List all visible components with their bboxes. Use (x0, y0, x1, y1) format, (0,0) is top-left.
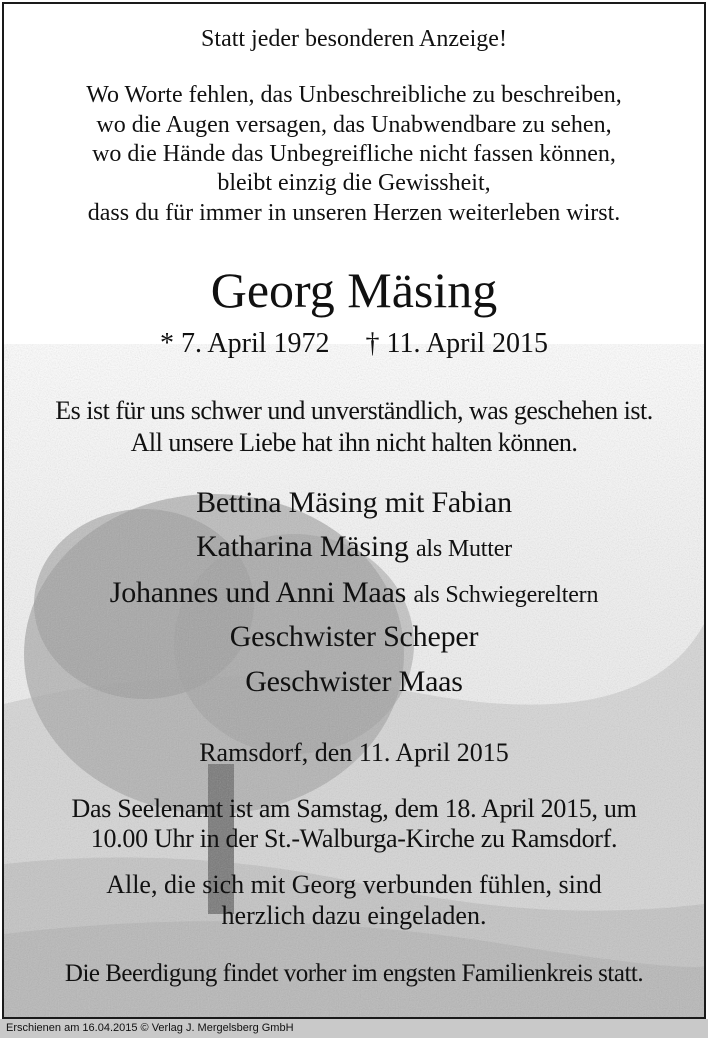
mourner-relation: als Mutter (415, 536, 512, 562)
obituary-notice (2, 2, 706, 1019)
poem-line-3: wo die Hände das Unbegreifliche nicht fassen können, (92, 141, 616, 167)
life-dates (4, 328, 704, 360)
mourner-name: Geschwister Scheper (229, 620, 479, 653)
mourner-relation: als Schwiegereltern (413, 582, 599, 608)
deceased-name: Georg Mäsing (210, 262, 498, 318)
mourner-3 (4, 576, 704, 610)
header-text: Statt jeder besonderen Anzeige! (201, 26, 507, 52)
birth-date: * 7. April 1972 (159, 328, 330, 359)
invitation-line-1: Alle, die sich mit Georg verbunden fühlen, sind (106, 870, 602, 899)
publication-footer: Erschienen am 16.04.2015 © Verlag J. Mergelsberg GmbH (0, 1019, 708, 1038)
mourner-name: Geschwister Maas (245, 665, 463, 698)
poem-line-5: dass du für immer in unseren Herzen weiterleben wirst. (87, 200, 621, 226)
mourner-name: Katharina Mäsing (196, 530, 409, 563)
mourner-name: Bettina Mäsing mit Fabian (196, 486, 512, 519)
poem-line-2: wo die Augen versagen, das Unabwendbare zu sehen, (96, 112, 612, 138)
poem-line-1: Wo Worte fehlen, das Unbeschreibliche zu beschreiben, (86, 82, 622, 108)
mourner-1 (4, 486, 704, 520)
mourner-name: Johannes und Anni Maas (109, 576, 407, 609)
message-line-1: Es ist für uns schwer und unverständlich, was geschehen ist. (55, 396, 653, 425)
mourner-5 (4, 665, 704, 699)
burial-note: Die Beerdigung findet vorher im engsten Familienkreis statt. (64, 960, 644, 987)
mourner-2 (4, 530, 704, 564)
poem-line-4: bleibt einzig die Gewissheit, (217, 170, 491, 196)
service-line-2: 10.00 Uhr in der St.-Walburga-Kirche zu Ramsdorf. (90, 824, 618, 853)
invitation-line-2: herzlich dazu eingeladen. (221, 901, 487, 930)
place-date: Ramsdorf, den 11. April 2015 (199, 738, 509, 767)
mourner-4 (4, 620, 704, 654)
service-line-1: Das Seelenamt ist am Samstag, dem 18. April 2015, um (71, 794, 637, 823)
message-line-2: All unsere Liebe hat ihn nicht halten können. (130, 428, 578, 457)
death-date: † 11. April 2015 (365, 328, 549, 359)
